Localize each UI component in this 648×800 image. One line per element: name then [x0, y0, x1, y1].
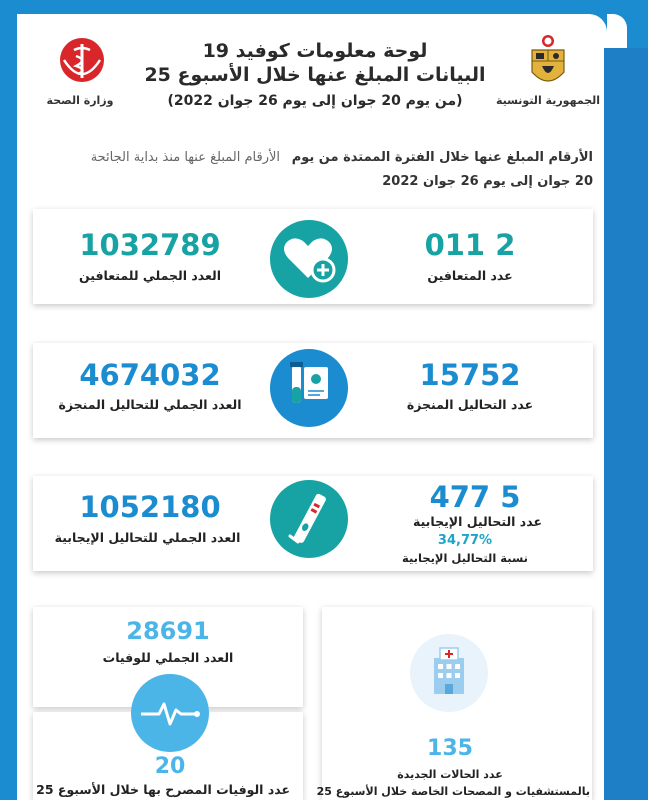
ministry-caption: وزارة الصحة [46, 94, 114, 107]
tests-total-label: العدد الجملي للتحاليل المنجزة [58, 397, 242, 412]
recovered-weekly-value: 2 011 [424, 228, 516, 262]
heart-plus-icon [270, 220, 348, 298]
tests-weekly-value: 15752 [419, 358, 521, 392]
hospital-label-detail: بالمستشفيات و المصحات الخاصة خلال الأسبوع 25 [316, 785, 590, 798]
pulse-line-icon [131, 674, 209, 752]
recovered-weekly-label: عدد المتعافين [427, 268, 513, 283]
republic-caption: الجمهورية التونسية [495, 94, 601, 107]
dashboard-subtitle: البيانات المبلغ عنها خلال الأسبوع 25 [144, 64, 486, 86]
positive-rate-label: نسبة التحاليل الإيجابية [402, 551, 528, 565]
recovered-total-label: العدد الجملي للمتعافين [78, 268, 222, 283]
hospital-label: عدد الحالات الجديدة [397, 768, 503, 781]
tunisia-coat-of-arms-logo [528, 34, 568, 92]
recovered-total-value: 1032789 [79, 228, 221, 262]
deaths-weekly-value: 20 [154, 754, 186, 779]
page-edge [604, 48, 648, 800]
deaths-total-label: العدد الجملي للوفيات [102, 650, 234, 665]
weekly-column-heading: الأرقام المبلغ عنها خلال الفترة الممتدة من يوم [291, 150, 593, 165]
tests-weekly-label: عدد التحاليل المنجزة [406, 397, 534, 412]
date-range: (من يوم 20 جوان إلى يوم 26 جوان 2022) [167, 93, 463, 109]
hospital-icon [410, 634, 488, 712]
positive-total-value: 1052180 [79, 490, 221, 524]
rapid-test-icon [270, 480, 348, 558]
test-tube-icon [270, 349, 348, 427]
weekly-column-heading-dates: 20 جوان إلى يوم 26 جوان 2022 [382, 174, 593, 189]
tests-total-value: 4674032 [79, 358, 221, 392]
dashboard-title: لوحة معلومات كوفيد 19 [202, 40, 428, 62]
positive-total-label: العدد الجملي للتحاليل الإيجابية [54, 530, 241, 545]
hospital-value: 135 [427, 736, 473, 761]
ministry-of-health-logo [52, 36, 112, 92]
deaths-weekly-label: عدد الوفيات المصرح بها خلال الأسبوع 25 [36, 782, 290, 797]
positive-weekly-value: 5 477 [429, 480, 521, 514]
positive-weekly-label: عدد التحاليل الإيجابية [413, 514, 542, 529]
page-fold [607, 14, 627, 48]
deaths-total-value: 28691 [126, 617, 210, 645]
cumulative-column-heading: الأرقام المبلغ عنها منذ بداية الجائحة [90, 150, 280, 165]
positive-rate-value: 34,77% [437, 533, 493, 548]
